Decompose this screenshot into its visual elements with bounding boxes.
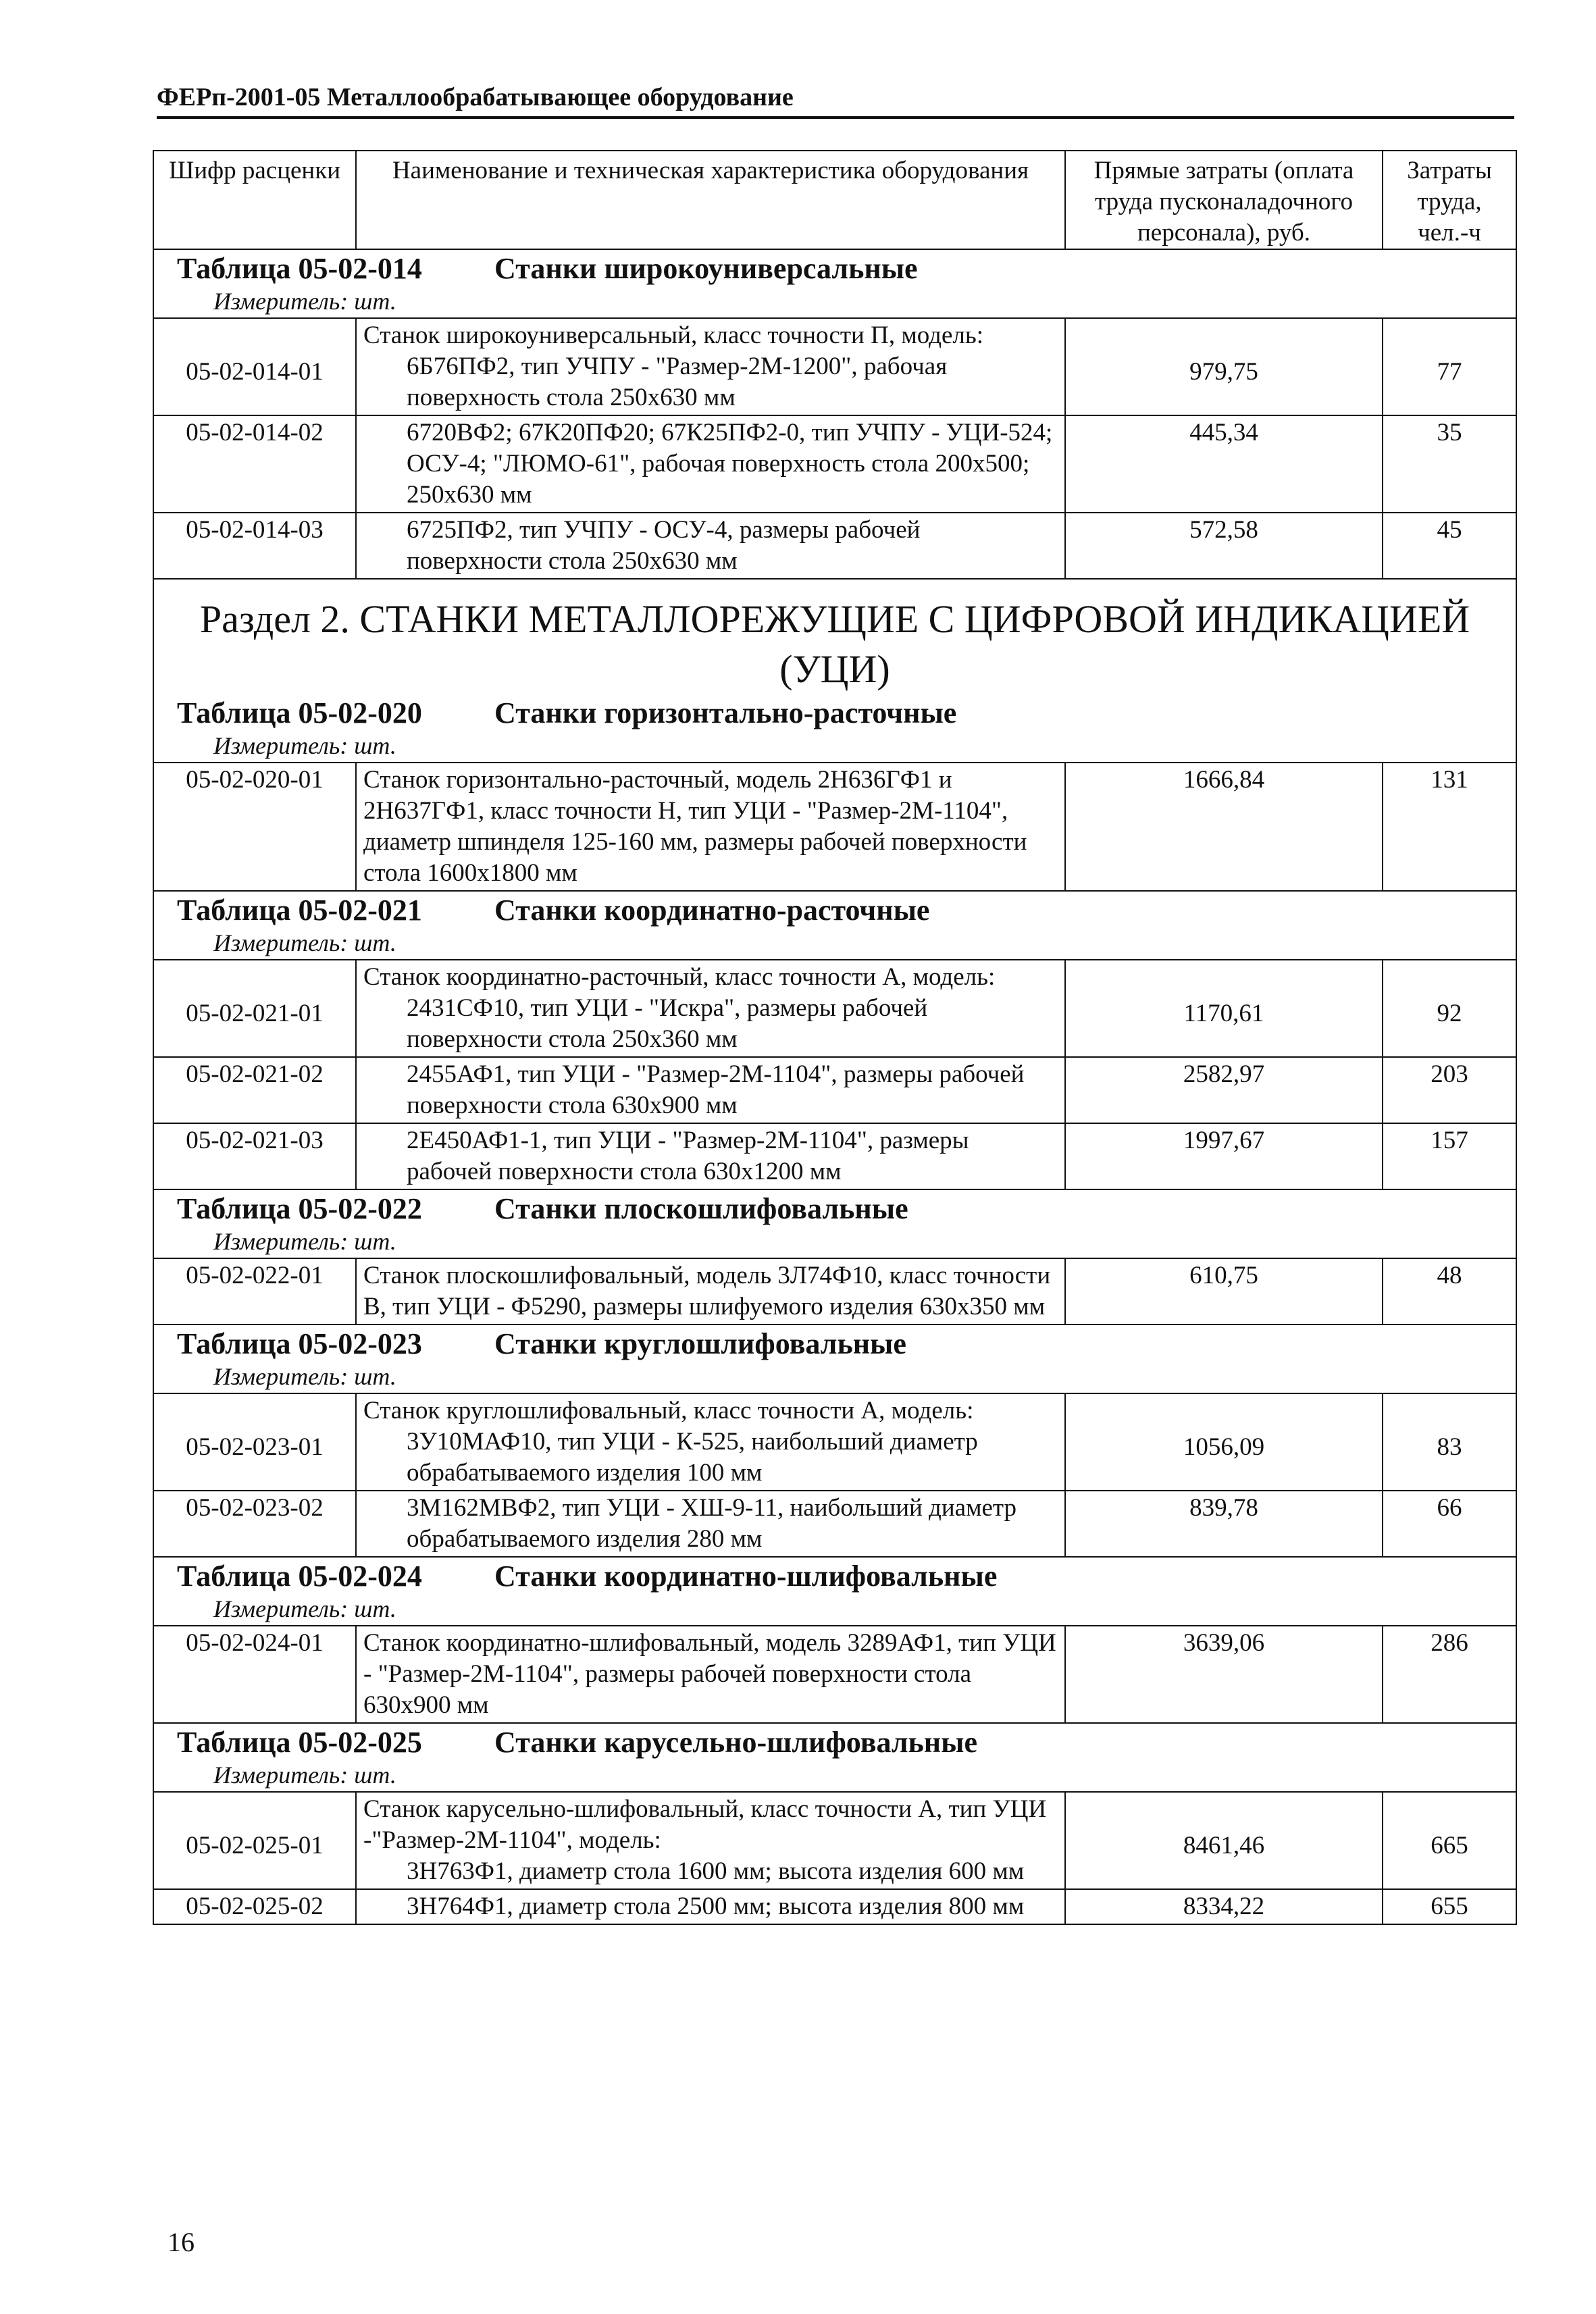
table-row [153, 1123, 1516, 1189]
row-labor: 665 [1383, 1792, 1516, 1889]
measure-label: Измеритель: [213, 1595, 349, 1622]
row-name [356, 960, 1065, 1057]
row-labor: 286 [1383, 1626, 1516, 1723]
column-header-labor: Затраты труда, чел.-ч [1383, 151, 1516, 249]
table-heading [153, 694, 1516, 731]
table-number: Таблица 05-02-014 [177, 252, 422, 285]
table-title: Станки координатно-шлифовальные [494, 1560, 998, 1593]
row-name: Станок горизонтально-расточный, модель 2Н636ГФ1 и 2Н637ГФ1, класс точности Н, тип УЦИ - "Размер-2М-1104", диаметр шпинделя 125-160 мм, размеры рабочей поверхности стола 1600х1800 мм [356, 763, 1065, 891]
row-name-text: 3М162МВФ2, тип УЦИ - ХШ-9-11, наибольший диаметр обрабатываемого изделия 280 мм [407, 1494, 1017, 1553]
measure-label: Измеритель: [213, 288, 349, 315]
row-name-text: 6Б76ПФ2, тип УЧПУ - "Размер-2М-1200", рабочая поверхность стола 250х630 мм [407, 353, 948, 411]
table-row [153, 1057, 1516, 1123]
table-row [153, 513, 1516, 579]
measure-unit: шт. [354, 1762, 396, 1789]
column-header-name: Наименование и техническая характеристика оборудования [356, 151, 1065, 249]
measure-label: Измеритель: [213, 1762, 349, 1789]
table-heading [153, 1189, 1516, 1227]
table-title: Станки плоскошлифовальные [494, 1192, 908, 1225]
table-number: Таблица 05-02-020 [177, 696, 422, 729]
table-heading [153, 891, 1516, 929]
measure-unit: шт. [354, 1363, 396, 1390]
group-intro: Станок широкоуниверсальный, класс точности П, модель: [363, 322, 984, 349]
row-labor: 48 [1383, 1258, 1516, 1325]
row-name-text: 2Е450АФ1-1, тип УЦИ - "Размер-2М-1104", размеры рабочей поверхности стола 630х1200 мм [407, 1127, 969, 1185]
column-header-code: Шифр расценки [153, 151, 356, 249]
table-row [153, 1792, 1516, 1889]
row-cost: 1997,67 [1065, 1123, 1383, 1189]
measure-label: Измеритель: [213, 732, 349, 759]
table-row [153, 415, 1516, 513]
table-row [153, 960, 1516, 1057]
rates-table [153, 150, 1517, 1925]
table-heading [153, 1557, 1516, 1595]
row-code: 05-02-021-01 [153, 960, 356, 1057]
measure-row [153, 1362, 1516, 1393]
row-name [356, 1491, 1065, 1557]
row-code: 05-02-023-01 [153, 1393, 356, 1491]
measure-row [153, 1227, 1516, 1258]
table-title: Станки круглошлифовальные [494, 1327, 906, 1360]
row-name [356, 318, 1065, 415]
section-title: Раздел 2. СТАНКИ МЕТАЛЛОРЕЖУЩИЕ С ЦИФРОВОЙ ИНДИКАЦИЕЙ (УЦИ) [153, 579, 1516, 694]
table-row [153, 1889, 1516, 1924]
row-code: 05-02-014-01 [153, 318, 356, 415]
measure-unit: шт. [354, 732, 396, 759]
table-number: Таблица 05-02-024 [177, 1560, 422, 1593]
column-header-cost: Прямые затраты (оплата труда пусконаладочного персонала), руб. [1065, 151, 1383, 249]
table-heading [153, 1723, 1516, 1761]
row-name [356, 1393, 1065, 1491]
row-labor: 35 [1383, 415, 1516, 513]
page-number: 16 [168, 2227, 195, 2257]
table-row [153, 1626, 1516, 1723]
row-cost: 3639,06 [1065, 1626, 1383, 1723]
row-cost: 979,75 [1065, 318, 1383, 415]
measure-row [153, 731, 1516, 763]
table-row [153, 318, 1516, 415]
row-code: 05-02-020-01 [153, 763, 356, 891]
measure-row [153, 1761, 1516, 1792]
row-name-text: 3Н764Ф1, диаметр стола 2500 мм; высота изделия 800 мм [407, 1893, 1025, 1920]
row-cost: 445,34 [1065, 415, 1383, 513]
row-labor: 77 [1383, 318, 1516, 415]
row-code: 05-02-021-03 [153, 1123, 356, 1189]
measure-row [153, 287, 1516, 318]
row-labor: 45 [1383, 513, 1516, 579]
row-name: Станок плоскошлифовальный, модель 3Л74Ф10, класс точности В, тип УЦИ - Ф5290, размеры шлифуемого изделия 630х350 мм [356, 1258, 1065, 1325]
measure-row [153, 929, 1516, 960]
row-code: 05-02-014-03 [153, 513, 356, 579]
table-number: Таблица 05-02-025 [177, 1726, 422, 1759]
row-code: 05-02-021-02 [153, 1057, 356, 1123]
row-cost: 8461,46 [1065, 1792, 1383, 1889]
row-name-text: 2431СФ10, тип УЦИ - "Искра", размеры рабочей поверхности стола 250х360 мм [407, 994, 928, 1053]
measure-row [153, 1595, 1516, 1626]
group-intro: Станок координатно-расточный, класс точности А, модель: [363, 963, 996, 991]
table-heading [153, 249, 1516, 287]
row-name: Станок координатно-шлифовальный, модель 3289АФ1, тип УЦИ - "Размер-2М-1104", размеры рабочей поверхности стола 630х900 мм [356, 1626, 1065, 1723]
row-cost: 8334,22 [1065, 1889, 1383, 1924]
row-name-text: 6725ПФ2, тип УЧПУ - ОСУ-4, размеры рабочей поверхности стола 250х630 мм [407, 516, 921, 575]
group-intro: Станок круглошлифовальный, класс точности А, модель: [363, 1397, 974, 1424]
section-heading-row [153, 579, 1516, 694]
row-labor: 157 [1383, 1123, 1516, 1189]
measure-unit: шт. [354, 1228, 396, 1255]
table-title: Станки координатно-расточные [494, 894, 930, 927]
measure-label: Измеритель: [213, 1363, 349, 1390]
group-intro: Станок карусельно-шлифовальный, класс точности А, тип УЦИ -"Размер-2М-1104", модель: [363, 1795, 1047, 1854]
row-labor: 203 [1383, 1057, 1516, 1123]
row-cost: 2582,97 [1065, 1057, 1383, 1123]
table-title: Станки широкоуниверсальные [494, 252, 918, 285]
measure-unit: шт. [354, 929, 396, 956]
row-cost: 1056,09 [1065, 1393, 1383, 1491]
row-code: 05-02-025-02 [153, 1889, 356, 1924]
row-cost: 572,58 [1065, 513, 1383, 579]
row-name [356, 1057, 1065, 1123]
row-code: 05-02-014-02 [153, 415, 356, 513]
measure-unit: шт. [354, 1595, 396, 1622]
row-name [356, 1123, 1065, 1189]
measure-label: Измеритель: [213, 1228, 349, 1255]
measure-label: Измеритель: [213, 929, 349, 956]
page-header: ФЕРп-2001-05 Металлообрабатывающее оборудование [157, 82, 1514, 119]
row-name-text: 3Н763Ф1, диаметр стола 1600 мм; высота изделия 600 мм [407, 1857, 1025, 1885]
table-title: Станки горизонтально-расточные [494, 696, 957, 729]
table-number: Таблица 05-02-021 [177, 894, 422, 927]
column-header-row [153, 151, 1516, 249]
row-cost: 1666,84 [1065, 763, 1383, 891]
row-name [356, 513, 1065, 579]
measure-unit: шт. [354, 288, 396, 315]
row-code: 05-02-024-01 [153, 1626, 356, 1723]
row-code: 05-02-022-01 [153, 1258, 356, 1325]
table-number: Таблица 05-02-022 [177, 1192, 422, 1225]
table-row [153, 1393, 1516, 1491]
row-labor: 655 [1383, 1889, 1516, 1924]
row-name-text: 2455АФ1, тип УЦИ - "Размер-2М-1104", размеры рабочей поверхности стола 630х900 мм [407, 1060, 1025, 1119]
table-heading [153, 1325, 1516, 1362]
row-cost: 839,78 [1065, 1491, 1383, 1557]
row-name-text: 6720ВФ2; 67К20ПФ20; 67К25ПФ2-0, тип УЧПУ - УЦИ-524; ОСУ-4; "ЛЮМО-61", рабочая поверхность стола 200х500; 250х630 мм [407, 419, 1053, 509]
table-number: Таблица 05-02-023 [177, 1327, 422, 1360]
row-code: 05-02-023-02 [153, 1491, 356, 1557]
row-name-text: 3У10МАФ10, тип УЦИ - К-525, наибольший диаметр обрабатываемого изделия 100 мм [407, 1428, 978, 1487]
row-name [356, 1792, 1065, 1889]
row-labor: 66 [1383, 1491, 1516, 1557]
row-labor: 131 [1383, 763, 1516, 891]
row-labor: 83 [1383, 1393, 1516, 1491]
row-code: 05-02-025-01 [153, 1792, 356, 1889]
row-name [356, 415, 1065, 513]
row-labor: 92 [1383, 960, 1516, 1057]
row-name [356, 1889, 1065, 1924]
table-title: Станки карусельно-шлифовальные [494, 1726, 978, 1759]
row-cost: 610,75 [1065, 1258, 1383, 1325]
table-row [153, 1491, 1516, 1557]
row-cost: 1170,61 [1065, 960, 1383, 1057]
table-row [153, 1258, 1516, 1325]
table-row [153, 763, 1516, 891]
